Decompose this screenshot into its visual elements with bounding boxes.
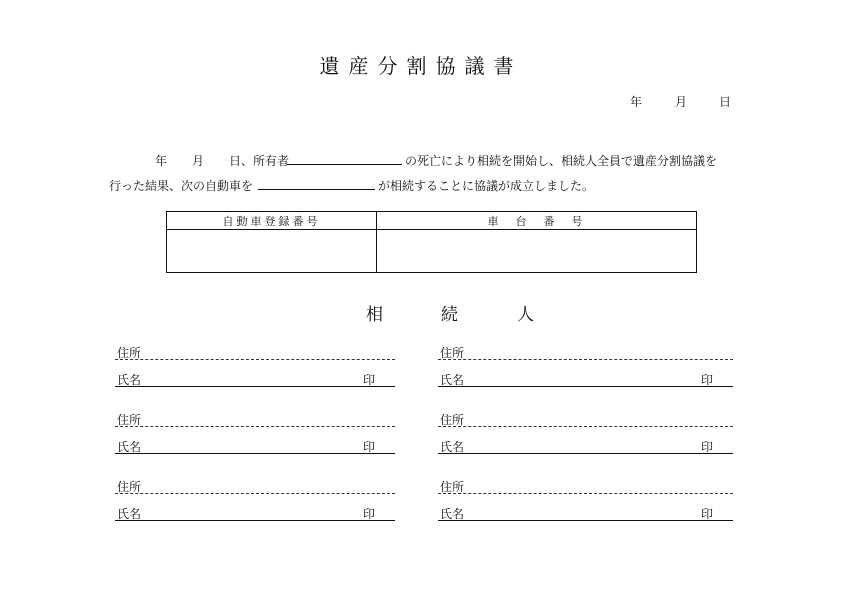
chassis-number-cell[interactable]: [377, 230, 697, 273]
date-month: 月: [675, 95, 688, 109]
address-line[interactable]: [438, 426, 733, 427]
body-month: 月: [192, 154, 205, 168]
address-label: 住所: [117, 346, 142, 360]
registration-number-header: 自動車登録番号: [167, 212, 377, 230]
address-label: 住所: [440, 346, 465, 360]
address-label: 住所: [440, 480, 465, 494]
chassis-number-header: 車 台 番 号: [377, 212, 697, 230]
seal-label: 印: [700, 440, 713, 454]
name-label: 氏名: [117, 373, 142, 387]
name-line[interactable]: [438, 453, 733, 454]
body-year: 年: [155, 154, 168, 168]
heir-entry-5: [115, 478, 395, 540]
address-line[interactable]: [438, 359, 733, 360]
seal-label: 印: [362, 440, 375, 454]
body-owner-label: 、所有者: [241, 154, 290, 168]
body-line2-start: 行った結果、次の自動車を: [109, 179, 254, 193]
address-label: 住所: [117, 480, 142, 494]
date-day: 日: [719, 95, 732, 109]
name-line[interactable]: [115, 453, 395, 454]
name-label: 氏名: [440, 373, 465, 387]
body-line2-text: が相続することに協議が成立しました。: [378, 179, 595, 193]
heirs-title-char-2: 続: [441, 305, 458, 325]
name-label: 氏名: [117, 507, 142, 521]
heir-entry-3: [115, 411, 395, 473]
seal-label: 印: [700, 507, 713, 521]
address-line[interactable]: [438, 493, 733, 494]
heir-entry-1: [115, 344, 395, 406]
name-line[interactable]: [438, 520, 733, 521]
name-label: 氏名: [440, 507, 465, 521]
body-line1-text: の死亡により相続を開始し、相続人全員で遺産分割協議を: [405, 154, 718, 168]
address-line[interactable]: [115, 426, 395, 427]
address-label: 住所: [440, 413, 465, 427]
name-line[interactable]: [115, 520, 395, 521]
document-title: 遺産分割協議書: [319, 54, 523, 78]
vehicle-table: [166, 211, 697, 273]
name-line[interactable]: [438, 386, 733, 387]
heir-entry-4: [438, 411, 733, 473]
name-label: 氏名: [440, 440, 465, 454]
address-label: 住所: [117, 413, 142, 427]
registration-number-cell[interactable]: [167, 230, 377, 273]
deceased-owner-blank[interactable]: [287, 163, 402, 165]
name-label: 氏名: [117, 440, 142, 454]
date-year: 年: [630, 95, 643, 109]
heirs-title-char-1: 相: [366, 305, 383, 325]
heirs-title-char-3: 人: [517, 305, 534, 325]
heir-recipient-blank[interactable]: [258, 188, 375, 190]
address-line[interactable]: [115, 359, 395, 360]
seal-label: 印: [700, 373, 713, 387]
address-line[interactable]: [115, 493, 395, 494]
seal-label: 印: [362, 507, 375, 521]
seal-label: 印: [362, 373, 375, 387]
heir-entry-6: [438, 478, 733, 540]
heir-entry-2: [438, 344, 733, 406]
body-day: 日: [229, 154, 242, 168]
name-line[interactable]: [115, 386, 395, 387]
